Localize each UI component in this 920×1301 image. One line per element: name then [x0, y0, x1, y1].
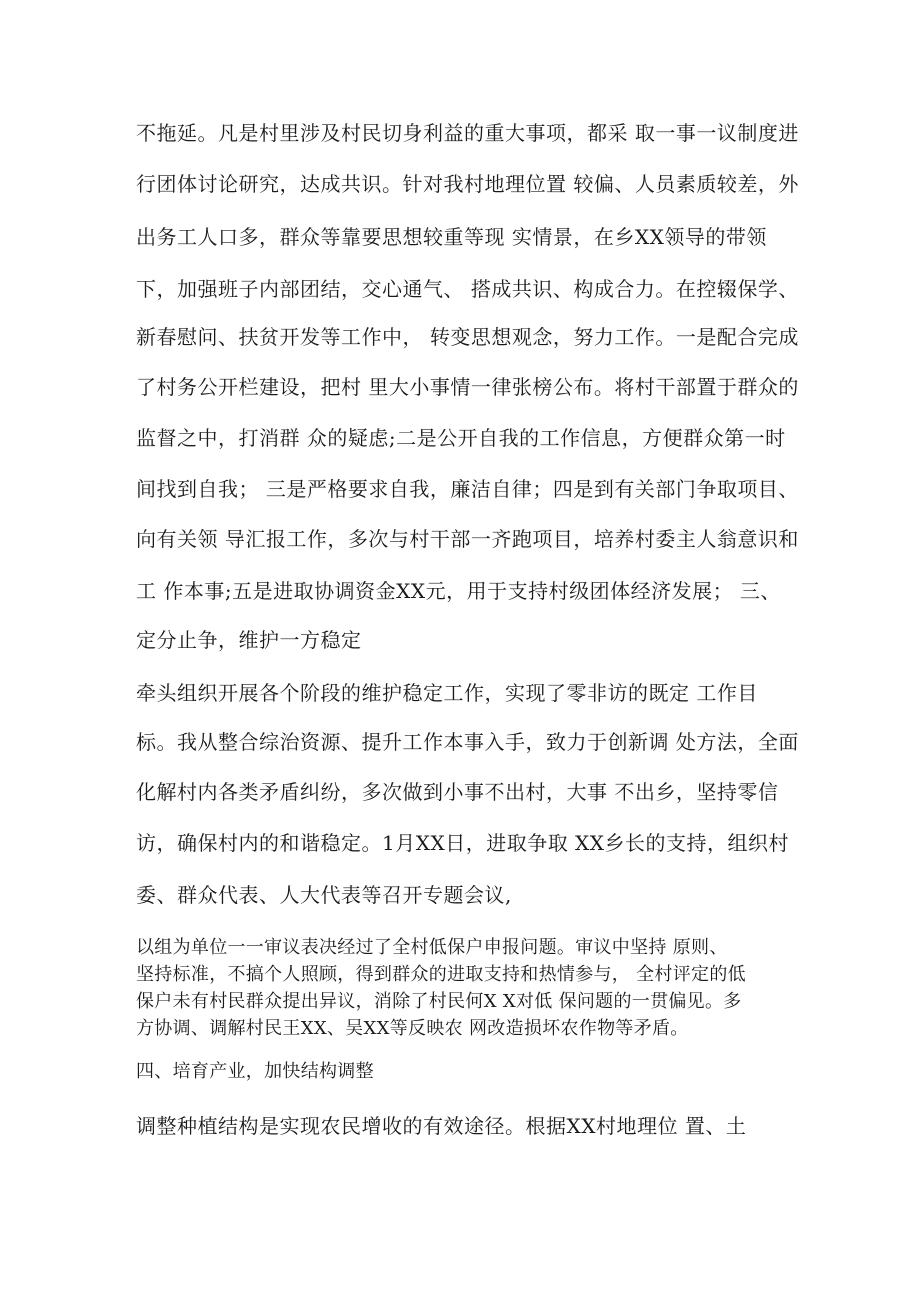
paragraph-line: 下，加强班子内部团结，交心通气、 搭成共识、构成合力。在控辍保学、: [136, 277, 799, 301]
paragraph-line: 间找到自我； 三是严格要求自我，廉洁自律；四是到有关部门争取项目、: [136, 477, 799, 501]
paragraph-line: 了村务公开栏建设，把村 里大小事情一律张榜公布。将村干部置于群众的: [136, 375, 799, 399]
paragraph-line: 保户未有村民群众提出异议，消除了村民何X X对低 保问题的一贯偏见。多: [136, 991, 742, 1012]
paragraph-line: 调整种植结构是实现农民增收的有效途径。根据XX村地理位 置、土: [136, 1114, 747, 1138]
section-heading: 四、培育产业，加快结构调整: [136, 1061, 374, 1082]
section-heading: 定分止争，维护一方稳定: [136, 628, 362, 652]
paragraph-line: 方协调、调解村民王XX、吴XX等反映农 网改造损坏农作物等矛盾。: [136, 1018, 689, 1039]
paragraph-line: 标。我从整合综治资源、提升工作本事入手，致力于创新调 处方法，全面: [136, 730, 799, 754]
paragraph-line: 坚持标准，不搞个人照顾，得到群众的进取支持和热情参与， 全村评定的低: [136, 964, 746, 985]
paragraph-line: 出务工人口多，群众等靠要思想较重等现 实情景，在乡XX领导的带领: [136, 225, 767, 249]
paragraph-line: 委、群众代表、人大代表等召开专题会议,: [136, 883, 512, 907]
paragraph-line: 不拖延。凡是村里涉及村民切身利益的重大事项，都采 取一事一议制度进: [136, 121, 799, 145]
paragraph-line: 工 作本事;五是进取协调资金XX元，用于支持村级团体经济发展； 三、: [136, 579, 781, 603]
paragraph-line: 行团体讨论研究，达成共识。针对我村地理位置 较偏、人员素质较差，外: [136, 172, 799, 196]
paragraph-line: 向有关领 导汇报工作，多次与村干部一齐跑项目，培养村委主人翁意识和: [136, 527, 799, 551]
paragraph-line: 牵头组织开展各个阶段的维护稳定工作，实现了零非访的既定 工作目: [136, 681, 758, 705]
paragraph-line: 新春慰问、扶贫开发等工作中， 转变思想观念，努力工作。一是配合完成: [136, 325, 799, 349]
paragraph-line: 化解村内各类矛盾纠纷，多次做到小事不出村，大事 不出乡，坚持零信: [136, 780, 779, 804]
paragraph-line: 监督之中，打消群 众的疑虑;二是公开自我的工作信息，方便群众第一时: [136, 426, 786, 450]
paragraph-line: 访，确保村内的和谐稳定。1月XX日，进取争取 XX乡长的支持，组织村: [136, 831, 790, 855]
paragraph-line: 以组为单位一一审议表决经过了全村低保户申报问题。审议中坚持 原则、: [136, 937, 728, 958]
